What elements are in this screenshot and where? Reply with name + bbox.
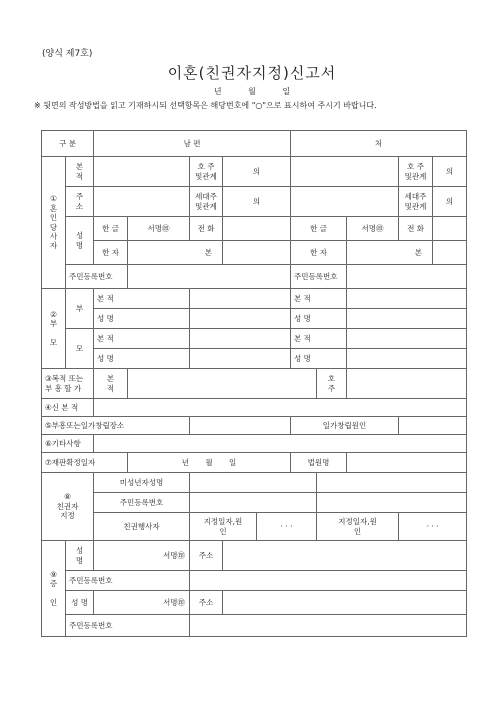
sign-text: 서명㊞ [163, 550, 185, 560]
husband-sedaeju-label: 세대주 및관계 [190, 187, 223, 217]
division-header: 구 분 [42, 131, 94, 157]
husband-sedaeju-field[interactable] [223, 187, 291, 217]
instruction-note: ※ 뒷면의 작성방법을 읽고 기재하시되 선택항목은 해당번호에 "○"으로 표시하여 주시기 바랍니다. [34, 101, 377, 110]
wife-mother-name-field[interactable] [347, 349, 467, 369]
mother-label: 모 [66, 329, 94, 369]
father-name-label-2: 성 명 [291, 309, 347, 329]
day-label: 일 [282, 87, 291, 96]
page-title: 이혼(친권자지정)신고서 [167, 64, 337, 82]
husband-hanja-label: 한 자 [94, 241, 128, 265]
wife-resident-label: 주민등록번호 [291, 265, 347, 289]
section-9-label: ⑨ 증 인 [42, 541, 66, 637]
witness1-sign-field[interactable] [94, 541, 190, 571]
mother-bonjeok-label: 본 적 [94, 329, 190, 349]
wife-header: 처 [291, 131, 467, 157]
restore-bonjeok-field[interactable] [128, 369, 317, 399]
husband-bonjeok-label: 본 적 [66, 157, 94, 187]
husband-bon-extra[interactable] [223, 241, 291, 265]
year-label: 년 [213, 87, 222, 96]
husband-hoju-field[interactable] [223, 157, 291, 187]
wife-bon-field[interactable] [347, 241, 433, 265]
section-6-label: ⑥기타사항 [42, 435, 94, 453]
section-7-label: ⑦재판확정일자 [42, 453, 128, 473]
minor-name-label: 미성년자성명 [94, 473, 190, 493]
dots: · · · [280, 521, 293, 531]
husband-phone-label: 전 화 [190, 217, 223, 241]
wife-father-name-field[interactable] [347, 309, 467, 329]
witness1-address-label: 주소 [190, 541, 223, 571]
court-name-field[interactable] [347, 453, 467, 473]
mother-bonjeok-label-2: 본 적 [291, 329, 347, 349]
restore-hoju-field[interactable] [347, 369, 467, 399]
husband-father-bonjeok-field[interactable] [190, 289, 291, 309]
witness1-address-field[interactable] [223, 541, 467, 571]
wife-father-bonjeok-field[interactable] [347, 289, 467, 309]
date-line [0, 86, 504, 97]
establish-cause-field[interactable] [399, 417, 467, 435]
wife-bonjeok-field[interactable] [291, 157, 399, 187]
wife-hanja-label: 한 자 [291, 241, 347, 265]
bon-text: 본 [204, 247, 212, 257]
witness1-resident-field[interactable] [190, 571, 467, 591]
witness2-resident-field[interactable] [190, 615, 467, 637]
witness2-sign-field[interactable] [94, 591, 190, 615]
wife-hangeul-label: 한 글 [291, 217, 347, 241]
divorce-report-form [41, 130, 467, 637]
witness2-address-field[interactable] [223, 591, 467, 615]
wife-resident-field[interactable] [347, 265, 467, 289]
dots: · · · [426, 521, 439, 531]
minor-resident-field-1[interactable] [190, 493, 317, 513]
restore-bonjeok-label: 본 적 [94, 369, 128, 399]
wife-hoju-label: 호 주 및관계 [399, 157, 433, 187]
ui-text: 의 [445, 166, 454, 176]
section-5-label: ⑤부흥또는일가창립장소 [42, 417, 190, 435]
establish-cause-label: 일가창립원인 [291, 417, 399, 435]
father-bonjeok-label-2: 본 적 [291, 289, 347, 309]
husband-phone-field[interactable] [223, 217, 291, 241]
name-label: 성 명 [66, 217, 94, 265]
father-label: 부 [66, 289, 94, 329]
husband-resident-label: 주민등록번호 [66, 265, 128, 289]
husband-mother-name-field[interactable] [190, 349, 291, 369]
husband-juso-field[interactable] [94, 187, 190, 217]
designation-label-1: 지정일자,원 인 [190, 513, 257, 541]
minor-name-field-2[interactable] [317, 473, 467, 493]
sign-text: 서명㊞ [361, 223, 384, 233]
judgment-day: 일 [229, 457, 237, 467]
section-3-label: ③복적 또는 부 흥 할 가 [42, 369, 94, 399]
wife-phone-label: 전 화 [399, 217, 433, 241]
father-name-label: 성 명 [94, 309, 190, 329]
establish-place-field[interactable] [190, 417, 291, 435]
mother-name-label: 성 명 [94, 349, 190, 369]
husband-mother-bonjeok-field[interactable] [190, 329, 291, 349]
section-4-label: ④신 본 적 [42, 399, 94, 417]
wife-mother-bonjeok-field[interactable] [347, 329, 467, 349]
ui-text: 의 [252, 166, 261, 176]
sign-text: 서명㊞ [163, 597, 185, 607]
wife-juso-field[interactable] [291, 187, 399, 217]
husband-bon-field[interactable] [128, 241, 223, 265]
designation-label-2: 지정일자,원 인 [317, 513, 399, 541]
other-matters-field[interactable] [94, 435, 467, 453]
wife-bon-extra[interactable] [433, 241, 467, 265]
section-8-label: ⑧ 친권자 지정 [42, 473, 94, 541]
designation-field-1[interactable] [257, 513, 317, 541]
judgment-date-field[interactable] [128, 453, 291, 473]
husband-father-name-field[interactable] [190, 309, 291, 329]
bon-text: 본 [414, 247, 423, 257]
mother-name-label-2: 성 명 [291, 349, 347, 369]
court-name-label: 법원명 [291, 453, 347, 473]
restore-hoju-label: 호 주 [317, 369, 347, 399]
husband-resident-field[interactable] [128, 265, 291, 289]
designation-field-2[interactable] [399, 513, 467, 541]
judgment-year: 년 [181, 457, 189, 467]
minor-name-field-1[interactable] [190, 473, 317, 493]
ui-text: 의 [445, 196, 454, 206]
witness2-name-label: 성 명 [66, 591, 94, 615]
husband-sign-field[interactable] [128, 217, 190, 241]
judgment-month: 월 [205, 457, 213, 467]
section-1-label: ① 혼 인 당 사 자 [42, 157, 66, 289]
witness1-name-label: 성 명 [66, 541, 94, 571]
father-bonjeok-label: 본 적 [94, 289, 190, 309]
section-2-label: ② 부 모 [42, 289, 66, 369]
husband-juso-label: 주 소 [66, 187, 94, 217]
ui-text: 의 [252, 196, 261, 206]
husband-hangeul-label: 한 글 [94, 217, 128, 241]
husband-hoju-label: 호 주 및관계 [190, 157, 223, 187]
new-bonjeok-field[interactable] [94, 399, 467, 417]
minor-resident-field-2[interactable] [317, 493, 467, 513]
wife-sedaeju-label: 세대주 및관계 [399, 187, 433, 217]
wife-phone-field[interactable] [433, 217, 467, 241]
witness2-resident-label: 주민등록번호 [66, 615, 190, 637]
form-number: (양식 제7호) [42, 49, 93, 59]
sign-text: 서명㊞ [147, 223, 170, 233]
month-label: 월 [248, 87, 256, 96]
wife-sedaeju-field[interactable] [433, 187, 467, 217]
minor-resident-label: 주민등록번호 [94, 493, 190, 513]
wife-sign-field[interactable] [347, 217, 399, 241]
husband-bonjeok-field[interactable] [94, 157, 190, 187]
witness2-address-label: 주소 [190, 591, 223, 615]
guardian-label: 친권행사자 [94, 513, 190, 541]
wife-hoju-field[interactable] [433, 157, 467, 187]
witness1-resident-label: 주민등록번호 [66, 571, 190, 591]
husband-header: 남 편 [94, 131, 291, 157]
